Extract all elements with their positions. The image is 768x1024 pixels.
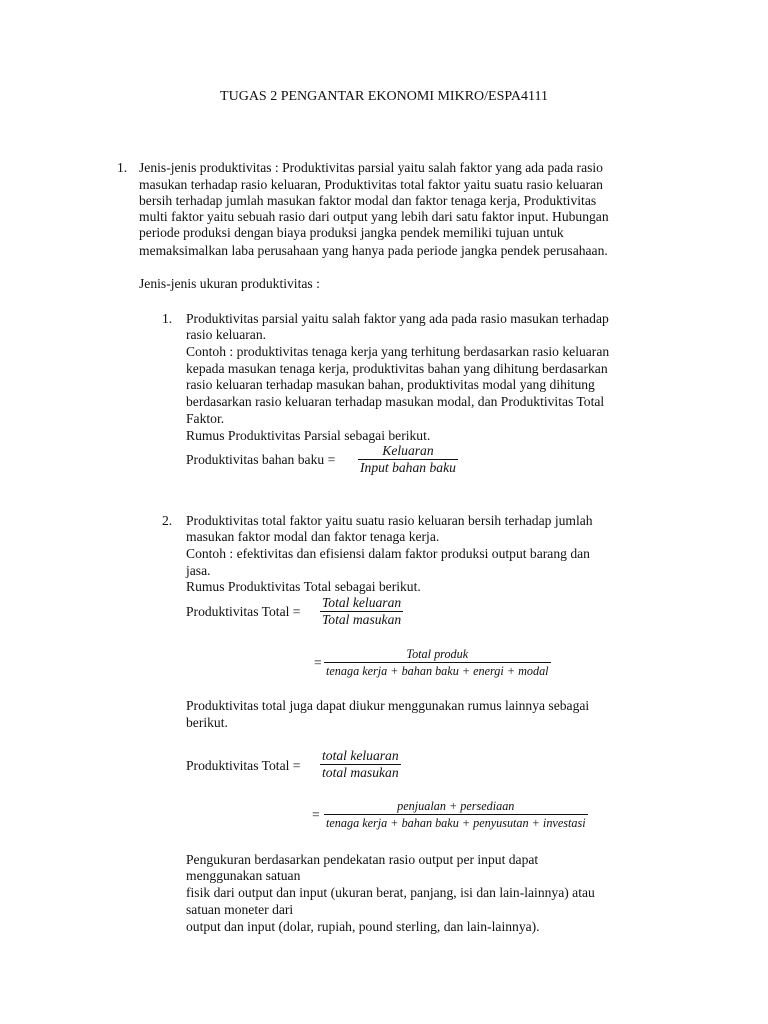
formula-fraction xyxy=(320,595,403,628)
fraction-denominator: Input bahan baku xyxy=(360,460,456,475)
sub-item-number: 1. xyxy=(162,311,173,326)
paragraph-line: Contoh : produktivitas tenaga kerja yang terhitung berdasarkan rasio keluaran xyxy=(186,344,610,359)
fraction-denominator: total masukan xyxy=(322,765,399,780)
paragraph-line: Rumus Produktivitas Parsial sebagai berikut. xyxy=(186,428,431,443)
paragraph-line: fisik dari output dan input (ukuran berat, panjang, isi dan lain-lainnya) atau xyxy=(186,885,595,900)
fraction-numerator: penjualan + persediaan xyxy=(397,799,515,813)
section-heading: Jenis-jenis ukuran produktivitas : xyxy=(139,276,320,291)
paragraph-line: Faktor. xyxy=(186,411,225,426)
paragraph-line: Produktivitas parsial yaitu salah faktor yang ada pada rasio masukan terhadap xyxy=(186,311,609,326)
paragraph-line: multi faktor yaitu sebuah rasio dari output yang lebih dari satu faktor input. Hubungan xyxy=(139,209,609,224)
paragraph-line: memaksimalkan laba perusahaan yang hanya pada periode jangka pendek perusahaan. xyxy=(139,243,608,258)
fraction-numerator: Total keluaran xyxy=(322,595,402,610)
formula-fraction xyxy=(324,798,588,831)
paragraph-line: menggunakan satuan xyxy=(186,868,301,883)
fraction-denominator: tenaga kerja + bahan baku + penyusutan + investasi xyxy=(326,816,586,830)
fraction-numerator: total keluaran xyxy=(322,748,399,763)
paragraph-line: Contoh : efektivitas dan efisiensi dalam faktor produksi output barang dan xyxy=(186,546,590,561)
formula-label: = xyxy=(312,807,320,822)
paragraph-line: masukan terhadap rasio keluaran, Produktivitas total faktor yaitu suatu rasio keluaran xyxy=(139,177,603,192)
paragraph-line: rasio keluaran terhadap masukan bahan, produktivitas modal yang dihitung xyxy=(186,377,595,392)
paragraph-line: rasio keluaran. xyxy=(186,327,267,342)
formula-fraction xyxy=(324,646,551,679)
fraction-denominator: tenaga kerja + bahan baku + energi + modal xyxy=(326,664,549,678)
formula-label: Produktivitas bahan baku = xyxy=(186,452,336,467)
item-number: 1. xyxy=(117,160,128,175)
paragraph-line: jasa. xyxy=(186,563,211,578)
fraction-denominator: Total masukan xyxy=(322,612,402,627)
paragraph-line: Pengukuran berdasarkan pendekatan rasio output per input dapat xyxy=(186,852,539,867)
paragraph-line: kepada masukan tenaga kerja, produktivitas bahan yang dihitung berdasarkan xyxy=(186,361,608,376)
formula-label: Produktivitas Total = xyxy=(186,604,301,619)
paragraph-line: bersih terhadap jumlah masukan faktor modal dan faktor tenaga kerja, Produktivitas xyxy=(139,193,597,208)
fraction-numerator: Keluaran xyxy=(382,443,434,458)
paragraph-line: output dan input (dolar, rupiah, pound sterling, dan lain-lainnya). xyxy=(186,919,540,934)
sub-item-number: 2. xyxy=(162,513,173,528)
paragraph-line: satuan moneter dari xyxy=(186,902,294,917)
paragraph-line: periode produksi dengan biaya produksi jangka pendek memiliki tujuan untuk xyxy=(139,225,564,240)
paragraph-line: Jenis-jenis produktivitas : Produktivitas parsial yaitu salah faktor yang ada pada rasio xyxy=(139,160,603,175)
paragraph-line: masukan faktor modal dan faktor tenaga kerja. xyxy=(186,529,440,544)
paragraph-line: berikut. xyxy=(186,715,228,730)
paragraph-line: Produktivitas total juga dapat diukur menggunakan rumus lainnya sebagai xyxy=(186,698,590,713)
paragraph-line: Produktivitas total faktor yaitu suatu rasio keluaran bersih terhadap jumlah xyxy=(186,513,593,528)
document-title: TUGAS 2 PENGANTAR EKONOMI MIKRO/ESPA4111 xyxy=(220,89,548,104)
fraction-numerator: Total produk xyxy=(406,647,469,661)
paragraph-line: berdasarkan rasio keluaran terhadap masukan modal, dan Produktivitas Total xyxy=(186,394,605,409)
formula-label: = xyxy=(314,655,322,670)
formula-label: Produktivitas Total = xyxy=(186,758,301,773)
formula-fraction xyxy=(358,443,458,476)
formula-fraction xyxy=(320,748,401,781)
paragraph-line: Rumus Produktivitas Total sebagai berikut. xyxy=(186,579,421,594)
